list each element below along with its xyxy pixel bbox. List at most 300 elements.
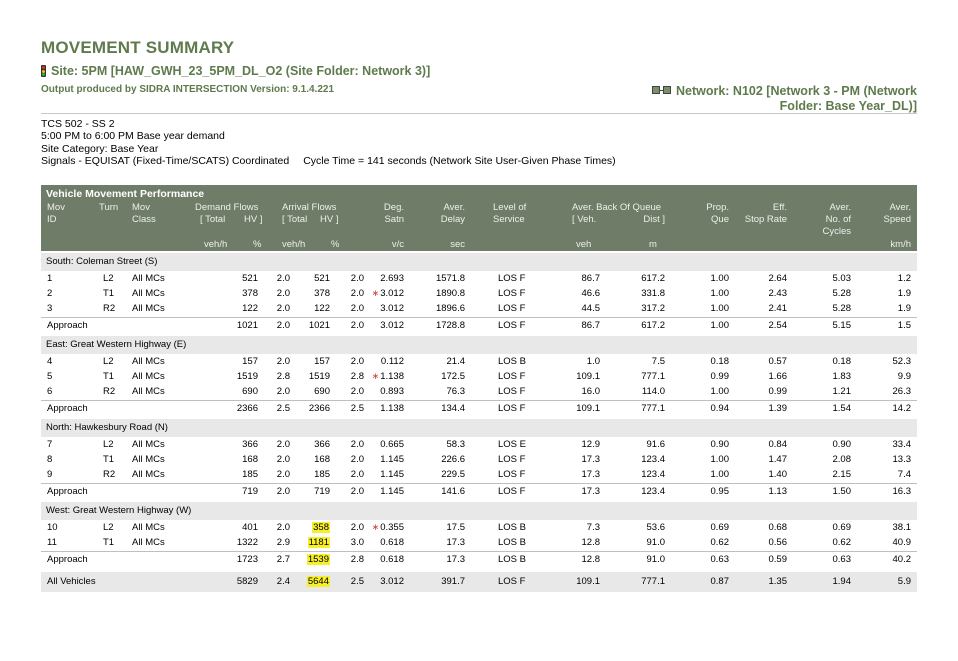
section-header: South: Coleman Street (S) <box>41 253 917 271</box>
cell-cyc-value: 1.94 <box>832 576 851 587</box>
cell-los-value: LOS B <box>498 554 526 565</box>
header-divider <box>41 113 917 114</box>
header-row-3 <box>41 226 917 238</box>
cell-ahv <box>351 552 364 568</box>
cell-id-value: 11 <box>47 537 57 548</box>
cell-at-value: 1021 <box>308 320 330 331</box>
cell-delay <box>447 552 466 568</box>
cell-deg-value: 1.138 <box>380 371 404 382</box>
cell-deg <box>380 467 404 482</box>
cell-dt-value: 185 <box>242 469 258 480</box>
cell-prop-value: 0.62 <box>710 537 729 548</box>
site-label: Site: 5PM [HAW_GWH_23_5PM_DL_O2 (Site Folder: Network 3)] <box>51 64 431 78</box>
cell-dt <box>237 318 258 334</box>
cell-dist <box>641 467 665 482</box>
cell-dhv-value: 2.4 <box>276 576 290 587</box>
cell-prop <box>711 318 730 334</box>
cell-dt <box>237 401 258 417</box>
signals-label: Signals - EQUISAT (Fixed-Time/SCATS) Coordinated <box>41 154 290 167</box>
cell-dhv <box>277 552 290 568</box>
cell-ahv <box>351 452 364 467</box>
cell-turn <box>103 437 114 452</box>
cell-dist <box>641 401 665 417</box>
cell-prop <box>711 520 730 535</box>
cell-at-value: 1519 <box>308 371 330 382</box>
hdr-demand-hv: HV ] <box>244 214 263 225</box>
cell-id <box>47 437 52 452</box>
cell-id <box>47 286 52 301</box>
cell-cyc-value: 2.15 <box>832 469 851 480</box>
cell-spd <box>898 271 911 286</box>
cell-dhv <box>277 535 290 550</box>
cell-spd-value: 9.9 <box>897 371 911 382</box>
approach-row <box>41 551 917 568</box>
cell-id <box>47 401 88 417</box>
cell-ahv-value: 2.0 <box>350 320 364 331</box>
site-line <box>41 64 430 78</box>
cell-cls-value: All MCs <box>132 356 165 367</box>
cell-ahv <box>351 301 364 316</box>
header-row-2 <box>41 214 917 226</box>
cell-delay-value: 134.4 <box>441 403 465 414</box>
cell-los <box>498 286 525 301</box>
cell-dt <box>237 552 258 568</box>
unit-delay: sec <box>450 239 465 250</box>
cell-ahv <box>351 520 364 535</box>
cell-delay-value: 58.3 <box>446 439 465 450</box>
cell-veh-value: 44.5 <box>581 303 600 314</box>
cell-dt <box>242 354 258 369</box>
cell-dist <box>652 354 665 369</box>
cell-veh <box>582 535 601 550</box>
cell-ahv-value: 2.0 <box>350 454 364 465</box>
critical-star-icon: ∗ <box>371 522 380 532</box>
cell-cls-value: All MCs <box>132 537 165 548</box>
cell-eff <box>769 369 788 384</box>
cell-spd <box>893 437 912 452</box>
cell-deg-value: 3.012 <box>380 288 404 299</box>
table-row <box>41 467 917 482</box>
cell-spd <box>898 369 911 384</box>
cell-dist-value: 7.5 <box>651 356 665 367</box>
cell-dt-value: 1322 <box>236 537 258 548</box>
hdr-dist: Dist ] <box>643 214 665 225</box>
cell-cyc <box>833 401 852 417</box>
cell-delay <box>447 437 466 452</box>
cell-cyc-value: 5.28 <box>832 303 851 314</box>
cell-dist-value: 617.2 <box>641 273 665 284</box>
cell-delay <box>441 572 465 592</box>
cell-veh-value: 109.1 <box>576 576 600 587</box>
cell-delay-value: 1728.8 <box>435 320 465 331</box>
table-row <box>41 452 917 467</box>
cell-dhv <box>277 467 290 482</box>
cell-deg <box>380 552 404 568</box>
cell-deg-value: 1.145 <box>380 486 404 497</box>
cell-id <box>47 318 88 334</box>
cell-los-value: LOS F <box>498 371 526 382</box>
cell-turn-value: L2 <box>103 273 114 284</box>
cell-prop-value: 1.00 <box>710 303 729 314</box>
cell-deg-value: 1.138 <box>380 403 404 414</box>
cell-id <box>47 452 52 467</box>
table-row <box>41 301 917 316</box>
cell-ahv-value: 2.0 <box>350 439 364 450</box>
cell-prop-value: 0.18 <box>710 356 729 367</box>
cell-dt <box>242 484 258 500</box>
cell-los <box>498 535 526 550</box>
cell-turn-value: R2 <box>103 469 116 480</box>
cell-id <box>47 552 88 568</box>
cell-ahv-value: 2.0 <box>350 386 364 397</box>
cell-prop <box>711 384 730 399</box>
cell-deg <box>372 369 404 384</box>
cell-los <box>498 369 525 384</box>
cell-los-value: LOS F <box>498 288 526 299</box>
cell-deg-value: 0.618 <box>380 537 404 548</box>
cell-eff <box>769 452 788 467</box>
cell-id <box>47 369 52 384</box>
hdr-speed-2: Speed <box>883 214 911 225</box>
hdr-arrival-hv: HV ] <box>320 214 339 225</box>
cell-delay-value: 21.4 <box>446 356 465 367</box>
cell-dhv <box>277 318 290 334</box>
cell-eff <box>769 354 788 369</box>
cell-eff-value: 0.84 <box>768 439 787 450</box>
hdr-cycles-3: Cycles <box>822 226 851 237</box>
cell-id-value: 6 <box>47 386 53 397</box>
cell-prop <box>711 535 730 550</box>
cell-dhv <box>277 369 290 384</box>
table-row <box>41 286 917 301</box>
cell-ahv <box>351 286 364 301</box>
cell-eff-value: 1.39 <box>768 403 787 414</box>
hdr-delay: Aver. <box>443 202 465 213</box>
cell-dhv-value: 2.8 <box>276 371 290 382</box>
cell-delay-value: 172.5 <box>441 371 465 382</box>
cell-dt-value: 690 <box>242 386 258 397</box>
cell-delay-value: 17.5 <box>446 522 465 533</box>
cell-spd-value: 38.1 <box>892 522 911 533</box>
cell-dt-value: 1021 <box>236 320 258 331</box>
cell-ahv-value: 3.0 <box>350 537 364 548</box>
cell-cls-value: All MCs <box>132 386 165 397</box>
cell-dist <box>641 452 665 467</box>
cell-id-value: 2 <box>47 288 53 299</box>
header-units-row <box>41 238 917 251</box>
cell-dhv <box>277 286 290 301</box>
network-icon <box>652 83 671 98</box>
cell-dt <box>242 452 258 467</box>
cell-dt-value: 401 <box>242 522 258 533</box>
cell-ahv <box>351 484 364 500</box>
cell-ahv <box>351 535 364 550</box>
cell-los-value: LOS F <box>498 303 526 314</box>
cell-cyc <box>833 552 852 568</box>
cycle-time-label: Cycle Time = 141 seconds (Network Site User-Given Phase Times) <box>303 154 616 167</box>
cell-spd-value: 16.3 <box>892 486 911 497</box>
cell-eff-value: 1.35 <box>768 576 787 587</box>
cell-ahv-value: 2.0 <box>350 522 364 533</box>
cell-at-value: 358 <box>313 522 329 533</box>
cell-los <box>498 552 526 568</box>
cell-veh-value: 12.8 <box>581 554 600 565</box>
cell-los-value: LOS F <box>498 403 526 414</box>
cell-ahv <box>351 369 364 384</box>
cell-dhv-value: 2.0 <box>276 273 290 284</box>
cell-cls <box>132 286 165 301</box>
cell-dhv <box>277 484 290 500</box>
table-row <box>41 437 917 452</box>
cell-dt <box>242 520 258 535</box>
cell-dhv-value: 2.5 <box>276 403 290 414</box>
cell-deg <box>380 437 404 452</box>
cell-cls <box>132 452 165 467</box>
cell-cyc <box>833 572 852 592</box>
cell-eff-value: 2.64 <box>768 273 787 284</box>
cell-dhv <box>277 401 290 417</box>
cell-deg <box>380 318 404 334</box>
cell-dhv <box>277 520 290 535</box>
unit-veh: veh <box>576 239 592 250</box>
cell-dist <box>641 318 665 334</box>
cell-eff-value: 1.40 <box>768 469 787 480</box>
cell-delay-value: 1571.8 <box>435 273 465 284</box>
cell-los-value: LOS F <box>498 576 526 587</box>
cell-spd-value: 1.5 <box>897 320 911 331</box>
cell-delay <box>441 401 465 417</box>
cell-prop-value: 0.63 <box>710 554 729 565</box>
cell-prop <box>711 467 730 482</box>
cell-turn-value: L2 <box>103 439 114 450</box>
cell-dist <box>647 437 666 452</box>
cell-id <box>47 467 52 482</box>
cell-delay <box>447 535 466 550</box>
cell-los-value: LOS F <box>498 273 526 284</box>
cell-dist <box>647 520 666 535</box>
cell-id-value: 7 <box>47 439 53 450</box>
unit-demand-total: veh/h <box>204 239 228 250</box>
cell-prop <box>711 572 730 592</box>
cell-ahv-value: 2.0 <box>350 486 364 497</box>
site-info <box>41 118 616 167</box>
cell-dhv-value: 2.0 <box>276 486 290 497</box>
approach-row <box>41 317 917 334</box>
cell-delay-value: 229.5 <box>441 469 465 480</box>
cell-cyc <box>833 384 852 399</box>
cell-prop <box>711 301 730 316</box>
cell-delay <box>441 452 465 467</box>
cell-cls <box>132 271 165 286</box>
cell-cyc-value: 1.50 <box>832 486 851 497</box>
cell-at-value: 2366 <box>308 403 330 414</box>
cell-dist-value: 777.1 <box>641 576 665 587</box>
cell-dist <box>642 384 665 399</box>
table-row <box>41 369 917 384</box>
cell-deg-value: 0.618 <box>380 554 404 565</box>
cell-veh-value: 7.3 <box>586 522 600 533</box>
cell-los-value: LOS E <box>498 439 526 450</box>
cell-cls-value: All MCs <box>132 303 165 314</box>
cell-dhv-value: 2.0 <box>276 454 290 465</box>
cell-dhv-value: 2.7 <box>276 554 290 565</box>
cell-veh-value: 109.1 <box>576 403 600 414</box>
all-vehicles-row <box>41 572 917 592</box>
cell-veh-value: 17.3 <box>581 469 600 480</box>
cell-prop-value: 1.00 <box>710 386 729 397</box>
cell-delay-value: 17.3 <box>446 537 465 548</box>
cell-dt-value: 157 <box>242 356 258 367</box>
cell-deg <box>372 520 404 535</box>
hdr-eff: Eff. <box>772 202 787 213</box>
cell-dt <box>242 437 258 452</box>
cell-dt-value: 168 <box>242 454 258 465</box>
cell-dhv-value: 2.0 <box>276 288 290 299</box>
hdr-turn: Turn <box>99 202 119 213</box>
cell-spd-value: 5.9 <box>897 576 911 587</box>
cell-los <box>498 437 526 452</box>
cell-dist-value: 123.4 <box>641 454 665 465</box>
cell-id-value: 8 <box>47 454 53 465</box>
cell-prop <box>711 354 730 369</box>
cell-cls <box>132 520 165 535</box>
cell-spd-value: 40.9 <box>892 537 911 548</box>
cell-at <box>307 552 330 568</box>
cell-ahv <box>351 572 364 592</box>
cell-ahv-value: 2.0 <box>350 273 364 284</box>
cell-veh-value: 86.7 <box>581 320 600 331</box>
cell-spd <box>898 572 911 592</box>
cell-at-value: 168 <box>314 454 330 465</box>
cell-prop <box>711 552 730 568</box>
cell-veh <box>582 271 601 286</box>
cell-eff-value: 2.41 <box>768 303 787 314</box>
cell-veh-value: 17.3 <box>581 486 600 497</box>
cell-veh <box>582 437 601 452</box>
cell-id <box>47 354 52 369</box>
cell-veh <box>576 401 600 417</box>
cell-prop-value: 0.94 <box>710 403 729 414</box>
cell-prop <box>711 369 730 384</box>
approach-row <box>41 400 917 417</box>
cell-veh <box>582 552 601 568</box>
cell-at <box>314 467 330 482</box>
cell-dt <box>242 384 258 399</box>
cell-prop-value: 1.00 <box>710 288 729 299</box>
cell-ahv-value: 2.0 <box>350 469 364 480</box>
cell-turn <box>103 354 114 369</box>
cell-prop <box>711 484 730 500</box>
cell-cls <box>132 301 165 316</box>
cell-dhv-value: 2.0 <box>276 386 290 397</box>
hdr-que: Que <box>711 214 729 225</box>
cell-cyc-value: 1.54 <box>832 403 851 414</box>
hdr-demand-total: [ Total <box>200 214 226 225</box>
cell-veh <box>582 467 601 482</box>
cell-turn-value: R2 <box>103 386 116 397</box>
output-produced-label: Output produced by SIDRA INTERSECTION Version: 9.1.4.221 <box>41 84 335 95</box>
unit-dist: m <box>649 239 657 250</box>
cell-veh <box>587 520 600 535</box>
cell-at <box>309 401 330 417</box>
cell-cyc-value: 2.08 <box>832 454 851 465</box>
cell-spd-value: 26.3 <box>892 386 911 397</box>
cell-delay-value: 226.6 <box>441 454 465 465</box>
cell-spd <box>898 301 911 316</box>
hdr-demand-flows: Demand Flows <box>195 202 259 213</box>
cell-delay-value: 391.7 <box>441 576 465 587</box>
cell-dist-value: 331.8 <box>641 288 665 299</box>
cell-eff-value: 0.57 <box>768 356 787 367</box>
cell-los <box>498 301 525 316</box>
cell-deg-value: 3.012 <box>380 303 404 314</box>
hdr-level-of: Level of <box>493 202 527 213</box>
hdr-stop-rate: Stop Rate <box>744 214 787 225</box>
cell-cls <box>132 437 165 452</box>
hdr-veh: [ Veh. <box>572 214 597 225</box>
cell-turn <box>103 369 114 384</box>
cell-prop-value: 1.00 <box>710 320 729 331</box>
cell-ahv <box>351 354 364 369</box>
cell-dt-value: 122 <box>242 303 258 314</box>
cell-turn-value: T1 <box>103 454 115 465</box>
section-header: West: Great Western Highway (W) <box>41 502 917 520</box>
hdr-delay-2: Delay <box>440 214 465 225</box>
cell-ahv <box>351 437 364 452</box>
cell-deg <box>380 271 404 286</box>
header-row-1 <box>41 202 917 214</box>
cell-cyc-value: 5.15 <box>832 320 851 331</box>
cell-veh-value: 12.9 <box>581 439 600 450</box>
cell-dist <box>641 286 665 301</box>
unit-speed: km/h <box>890 239 911 250</box>
cell-dt <box>242 301 258 316</box>
cell-eff <box>769 467 788 482</box>
cell-cyc <box>833 301 852 316</box>
cell-cls-value: All MCs <box>132 288 165 299</box>
cell-cyc <box>833 467 852 482</box>
cell-los-value: LOS B <box>498 537 526 548</box>
cell-id-value: 9 <box>47 469 53 480</box>
cell-deg-value: 0.665 <box>380 439 404 450</box>
cell-cls <box>132 369 165 384</box>
cell-ahv <box>351 318 364 334</box>
cell-dhv <box>277 437 290 452</box>
cell-eff <box>769 572 788 592</box>
cell-delay <box>436 318 465 334</box>
cell-cyc <box>833 286 852 301</box>
cell-ahv <box>351 467 364 482</box>
cell-eff-value: 0.68 <box>768 522 787 533</box>
cell-cls <box>132 384 165 399</box>
cell-ahv-value: 2.0 <box>350 288 364 299</box>
cell-spd-value: 14.2 <box>892 403 911 414</box>
cell-dist-value: 123.4 <box>641 486 665 497</box>
cell-turn-value: L2 <box>103 356 114 367</box>
cell-eff <box>769 520 788 535</box>
cell-deg <box>380 535 404 550</box>
cell-dist-value: 317.2 <box>641 303 665 314</box>
cell-delay <box>436 301 465 316</box>
cell-deg-value: 3.012 <box>380 576 404 587</box>
cell-delay <box>441 467 465 482</box>
cell-id-value: 10 <box>47 522 58 533</box>
cell-cyc-value: 5.28 <box>832 288 851 299</box>
cell-at <box>312 520 330 535</box>
hdr-service: Service <box>493 214 525 225</box>
cell-spd <box>898 318 911 334</box>
cell-delay-value: 76.3 <box>446 386 465 397</box>
